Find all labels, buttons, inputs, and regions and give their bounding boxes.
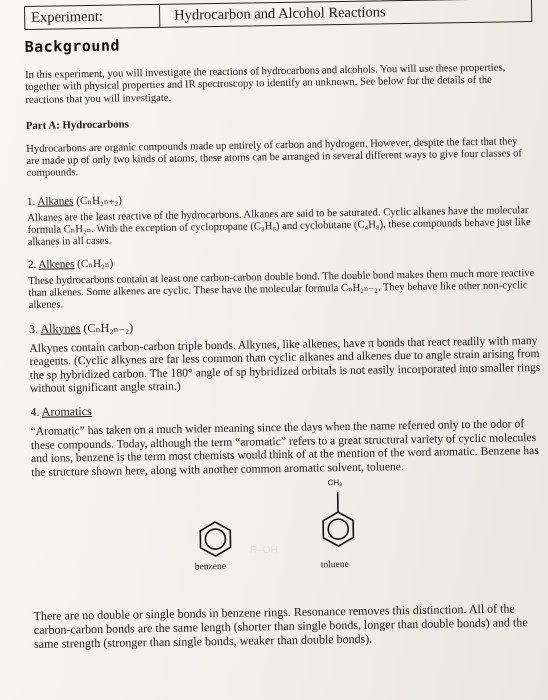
benzene-structure xyxy=(200,522,231,556)
aromatic-structures xyxy=(32,478,545,581)
alkanes-heading xyxy=(27,187,539,208)
aromatics-paragraph: “Aromatic” has taken on a much wider meaning since the days when the name referred only to the odor of these compounds. Today, although the term “aromatic” refers to a great structural variety of cyclic molecules and ions, benzene is the term most chemists would think of at the mention of the word aromatic. Benzene has the structure shown here, along with another common aromatic solvent, toluene. xyxy=(30,417,539,479)
page-content xyxy=(24,0,546,651)
aromatics-number: 4. xyxy=(30,404,40,419)
toluene-structure xyxy=(323,492,354,546)
alkanes-formula: (CₙH₂ₙ₊₂) xyxy=(76,194,122,207)
alkenes-formula: (CₙH₂ₙ) xyxy=(77,257,114,270)
experiment-label: Experiment: xyxy=(25,5,160,29)
benzene-label: benzene xyxy=(194,562,227,573)
closing-paragraph: There are no double or single bonds in benzene rings. Resonance removes this distinction. All of the carbon-carbon bonds are the same length (shorter than single bonds, longer than double bonds) and the same strength (stronger than single bonds, weaker than double bonds). xyxy=(33,601,528,652)
alkenes-number: 2. xyxy=(27,258,37,271)
alkynes-heading xyxy=(29,313,541,336)
alkenes-heading xyxy=(28,250,540,271)
hydrocarbons-paragraph: Hydrocarbons are organic compounds made up entirely of carbon and hydrogen. However, despite the fact that they are made up of only two kinds of atoms, these atoms can be arranged in several different ways to give four classes of compounds. xyxy=(26,136,522,180)
alkanes-number: 1. xyxy=(26,195,36,208)
alkanes-paragraph: Alkanes are the least reactive of the hydrocarbons. Alkanes are said to be saturated. Cyclic alkanes have the molecular formula CₙH₂ₙ. With the exception of cyclopropane (C₃H₆) and cyclobutane (C₄H₈), these compounds behave just like alkanes in all cases. xyxy=(27,204,531,249)
alkanes-name: Alkanes xyxy=(37,195,74,208)
structure-drawings xyxy=(32,481,545,569)
alkynes-paragraph: Alkynes contain carbon-carbon triple bonds. Alkynes, like alkenes, have π bonds that react readily with many reagents. (Cyclic alkynes are far less common than cyclic alkanes and alkenes due to angle strain arising from the sp hybridized carbon. The 180° angle of sp hybridized orbitals is not easily incorporated into smaller rings without significant angle strain.) xyxy=(29,333,541,396)
alkynes-formula: (CₙH₂ₙ₋₂) xyxy=(83,319,134,335)
background-paragraph: In this experiment, you will investigate the reactions of hydrocarbons and alcohols. You will use these properties, together with physical properties and IR spectroscopy to identify an unknown. See below for the details of the reactions that you will investigate. xyxy=(25,62,506,106)
alkenes-paragraph: These hydrocarbons contain at least one carbon-carbon double bond. The double bond makes them much more reactive than alkenes. Some alkenes are cyclic. These have the molecular formula CₙH₂ₙ₋₂. They behave like other non-cyclic alkenes. xyxy=(28,267,535,312)
bleed-through-text: R–OH xyxy=(250,545,278,556)
alkynes-number: 3. xyxy=(28,321,39,336)
experiment-header xyxy=(24,0,532,30)
alkenes-name: Alkenes xyxy=(38,257,75,271)
aromatics-heading xyxy=(30,397,542,420)
methyl-label: CH₃ xyxy=(327,478,343,488)
toluene-label: toluene xyxy=(320,560,349,571)
alkynes-name: Alkynes xyxy=(40,320,81,336)
background-heading: Background xyxy=(24,36,121,56)
experiment-title: Hydrocarbon and Alcohol Reactions xyxy=(174,3,386,24)
aromatics-name: Aromatics xyxy=(41,403,92,419)
part-a-heading: Part A: Hydrocarbons xyxy=(25,118,129,132)
